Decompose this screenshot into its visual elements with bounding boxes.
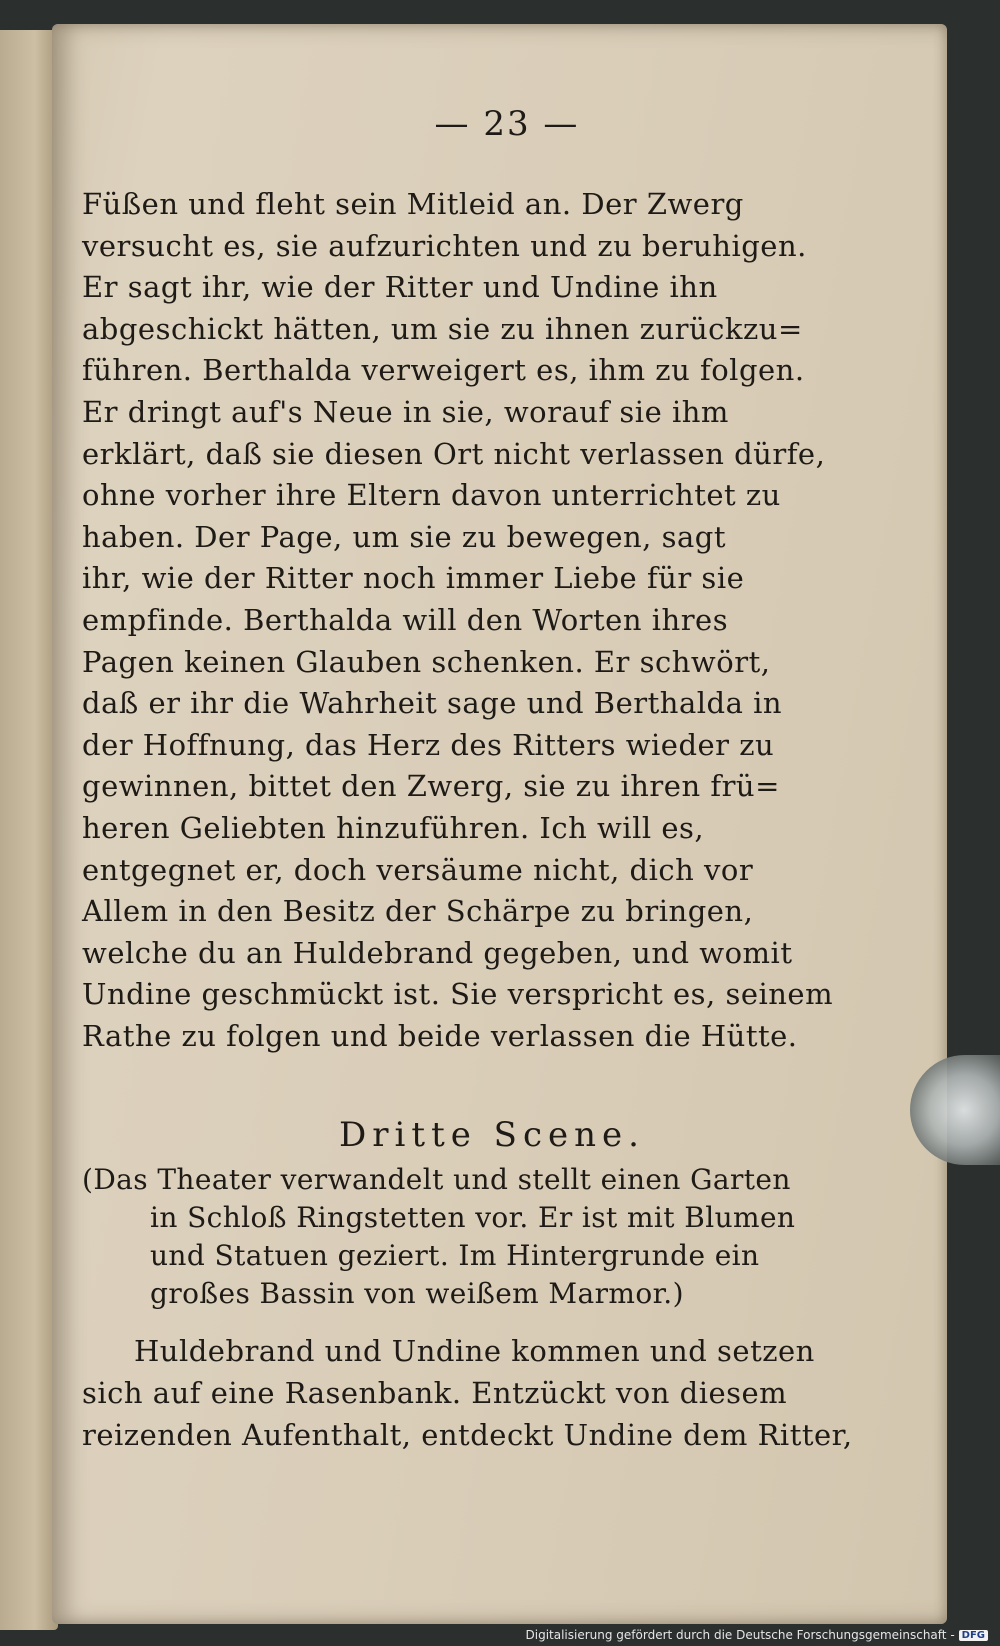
- body-line: erklärt, daß sie diesen Ort nicht verlassen dürfe,: [82, 436, 826, 471]
- body-line: haben. Der Page, um sie zu bewegen, sagt: [82, 519, 727, 554]
- body-line: Allem in den Besitz der Schärpe zu bringen,: [82, 894, 754, 929]
- body-line: Undine geschmückt ist. Sie verspricht es, seinem: [82, 977, 834, 1012]
- stage-direction-line: und Statuen geziert. Im Hintergrunde ein: [150, 1239, 760, 1273]
- stage-direction: [82, 1161, 872, 1313]
- body-line: Huldebrand und Undine kommen und setzen: [134, 1334, 815, 1369]
- body-line: sich auf eine Rasenbank. Entzückt von diesem: [82, 1376, 788, 1411]
- body-line: Er sagt ihr, wie der Ritter und Undine ihn: [82, 270, 718, 305]
- dfg-logo: DFG: [959, 1630, 988, 1641]
- body-line: empfinde. Berthalda will den Worten ihres: [82, 602, 729, 637]
- closing-paragraph: [82, 1331, 872, 1456]
- body-paragraph: [82, 184, 872, 1057]
- page-text: [82, 104, 872, 1456]
- body-line: gewinnen, bittet den Zwerg, sie zu ihren frü=: [82, 769, 780, 804]
- body-line: Füßen und fleht sein Mitleid an. Der Zwerg: [82, 187, 744, 221]
- body-line: entgegnet er, doch versäume nicht, dich vor: [82, 852, 754, 887]
- book-page: [52, 24, 947, 1624]
- body-line: Er dringt auf's Neue in sie, worauf sie ihm: [82, 394, 729, 429]
- digitization-footer: [526, 1628, 989, 1642]
- body-line: führen. Berthalda verweigert es, ihm zu folgen.: [82, 353, 805, 388]
- stage-direction-line: großes Bassin von weißem Marmor.): [150, 1277, 684, 1311]
- facing-page-edge: [0, 30, 58, 1630]
- body-line: Rathe zu folgen und beide verlassen die Hütte.: [82, 1018, 798, 1053]
- stage-direction-line: in Schloß Ringstetten vor. Er ist mit Blumen: [150, 1201, 796, 1235]
- scene-heading: Dritte Scene.: [339, 1115, 645, 1156]
- body-line: welche du an Huldebrand gegeben, und womit: [82, 935, 793, 970]
- stage-direction-line: (Das Theater verwandelt und stellt einen Garten: [82, 1163, 791, 1197]
- footer-credit: Digitalisierung gefördert durch die Deutsche Forschungsgemeinschaft -: [525, 1628, 955, 1642]
- body-line: abgeschickt hätten, um sie zu ihnen zurückzu=: [82, 311, 803, 346]
- body-line: reizenden Aufenthalt, entdeckt Undine dem Ritter,: [82, 1417, 853, 1452]
- body-line: versucht es, sie aufzurichten und zu beruhigen.: [82, 228, 807, 263]
- body-line: Pagen keinen Glauben schenken. Er schwört,: [82, 644, 771, 679]
- page-number: — 23 —: [434, 104, 580, 144]
- body-line: der Hoffnung, das Herz des Ritters wieder zu: [82, 727, 775, 762]
- body-line: ohne vorher ihre Eltern davon unterrichtet zu: [82, 478, 781, 513]
- body-line: heren Geliebten hinzuführen. Ich will es,: [82, 810, 705, 845]
- body-line: ihr, wie der Ritter noch immer Liebe für sie: [82, 561, 745, 596]
- body-line: daß er ihr die Wahrheit sage und Berthalda in: [82, 686, 783, 721]
